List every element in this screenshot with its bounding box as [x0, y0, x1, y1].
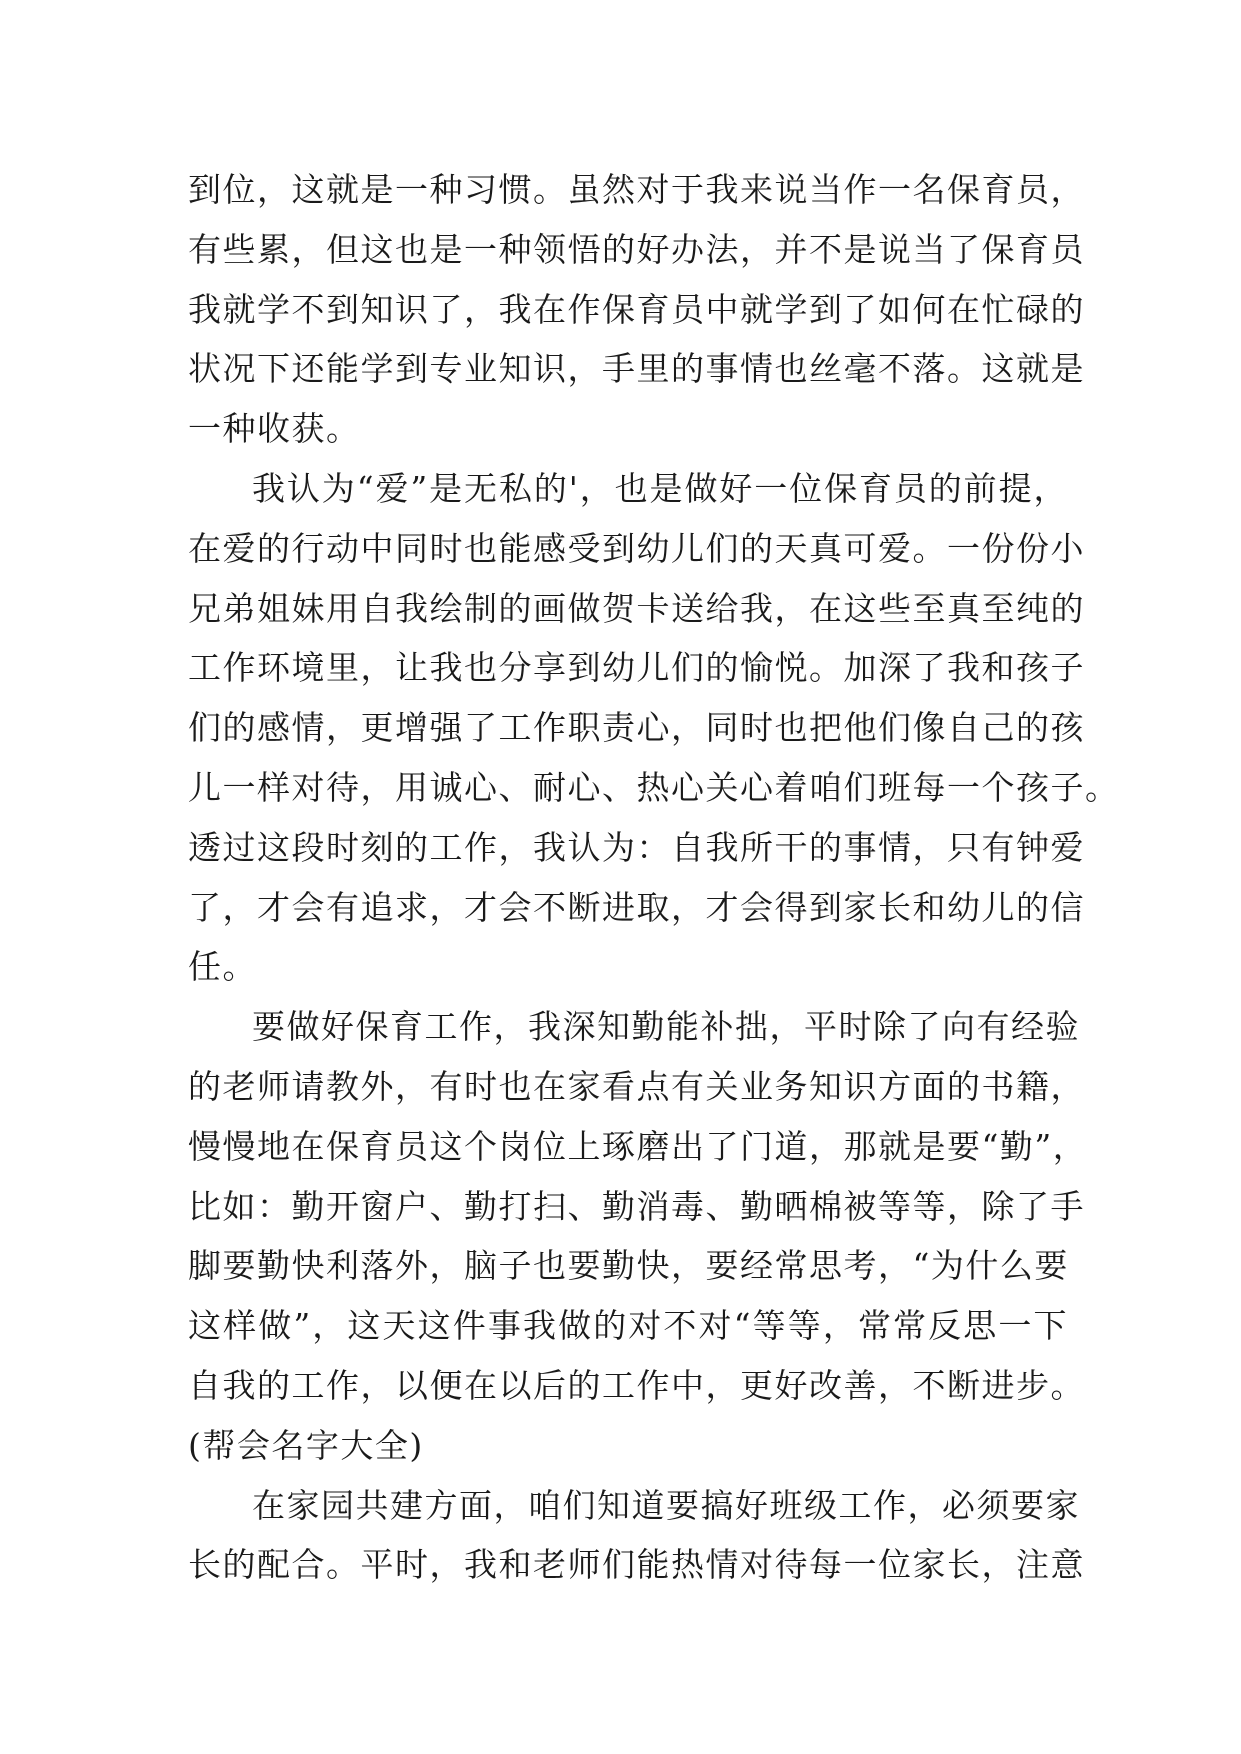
text-line: 慢慢地在保育员这个岗位上琢磨出了门道，那就是要“勤”，	[188, 1126, 1088, 1166]
document-body	[188, 160, 1120, 1595]
text-line: 在爱的行动中同时也能感受到幼儿们的天真可爱。一份份小	[188, 528, 1085, 568]
text-line: 工作环境里，让我也分享到幼儿们的愉悦。加深了我和孩子	[188, 648, 1085, 688]
text-line: 比如：勤开窗户、勤打扫、勤消毒、勤晒棉被等等，除了手	[188, 1186, 1085, 1226]
text-line: 们的感情，更增强了工作职责心，同时也把他们像自己的孩	[188, 708, 1085, 748]
paragraph-first-line: 我认为“爱”是无私的'，也是做好一位保育员的前提，	[252, 468, 1068, 508]
text-line: 这样做”，这天这件事我做的对不对“等等，常常反思一下	[188, 1306, 1068, 1346]
text-line: 透过这段时刻的工作，我认为：自我所干的事情，只有钟爱	[188, 827, 1085, 867]
text-line: 长的配合。平时，我和老师们能热情对待每一位家长，注意	[188, 1545, 1085, 1585]
text-line: 我就学不到知识了，我在作保育员中就学到了如何在忙碌的	[188, 289, 1085, 329]
text-line: 兄弟姐妹用自我绘制的画做贺卡送给我，在这些至真至纯的	[188, 588, 1085, 628]
text-line: (帮会名字大全)	[188, 1425, 424, 1465]
text-line: 的老师请教外，有时也在家看点有关业务知识方面的书籍，	[188, 1066, 1085, 1106]
text-line: 状况下还能学到专业知识，手里的事情也丝毫不落。这就是	[188, 349, 1085, 389]
text-line: 脚要勤快利落外，脑子也要勤快，要经常思考，“为什么要	[188, 1246, 1069, 1286]
text-line: 一种收获。	[188, 409, 361, 449]
text-line: 有些累，但这也是一种领悟的好办法，并不是说当了保育员	[188, 229, 1085, 269]
text-line: 自我的工作，以便在以后的工作中，更好改善，不断进步。	[188, 1365, 1085, 1405]
paragraph-first-line: 在家园共建方面，咱们知道要搞好班级工作，必须要家	[252, 1485, 1080, 1525]
text-line: 儿一样对待，用诚心、耐心、热心关心着咱们班每一个孩子。	[188, 767, 1120, 807]
paragraph-first-line: 要做好保育工作，我深知勤能补拙，平时除了向有经验	[252, 1007, 1080, 1047]
text-line: 任。	[188, 947, 257, 987]
text-line: 到位，这就是一种习惯。虽然对于我来说当作一名保育员，	[188, 170, 1085, 209]
text-line: 了，才会有追求，才会不断进取，才会得到家长和幼儿的信	[188, 887, 1085, 927]
